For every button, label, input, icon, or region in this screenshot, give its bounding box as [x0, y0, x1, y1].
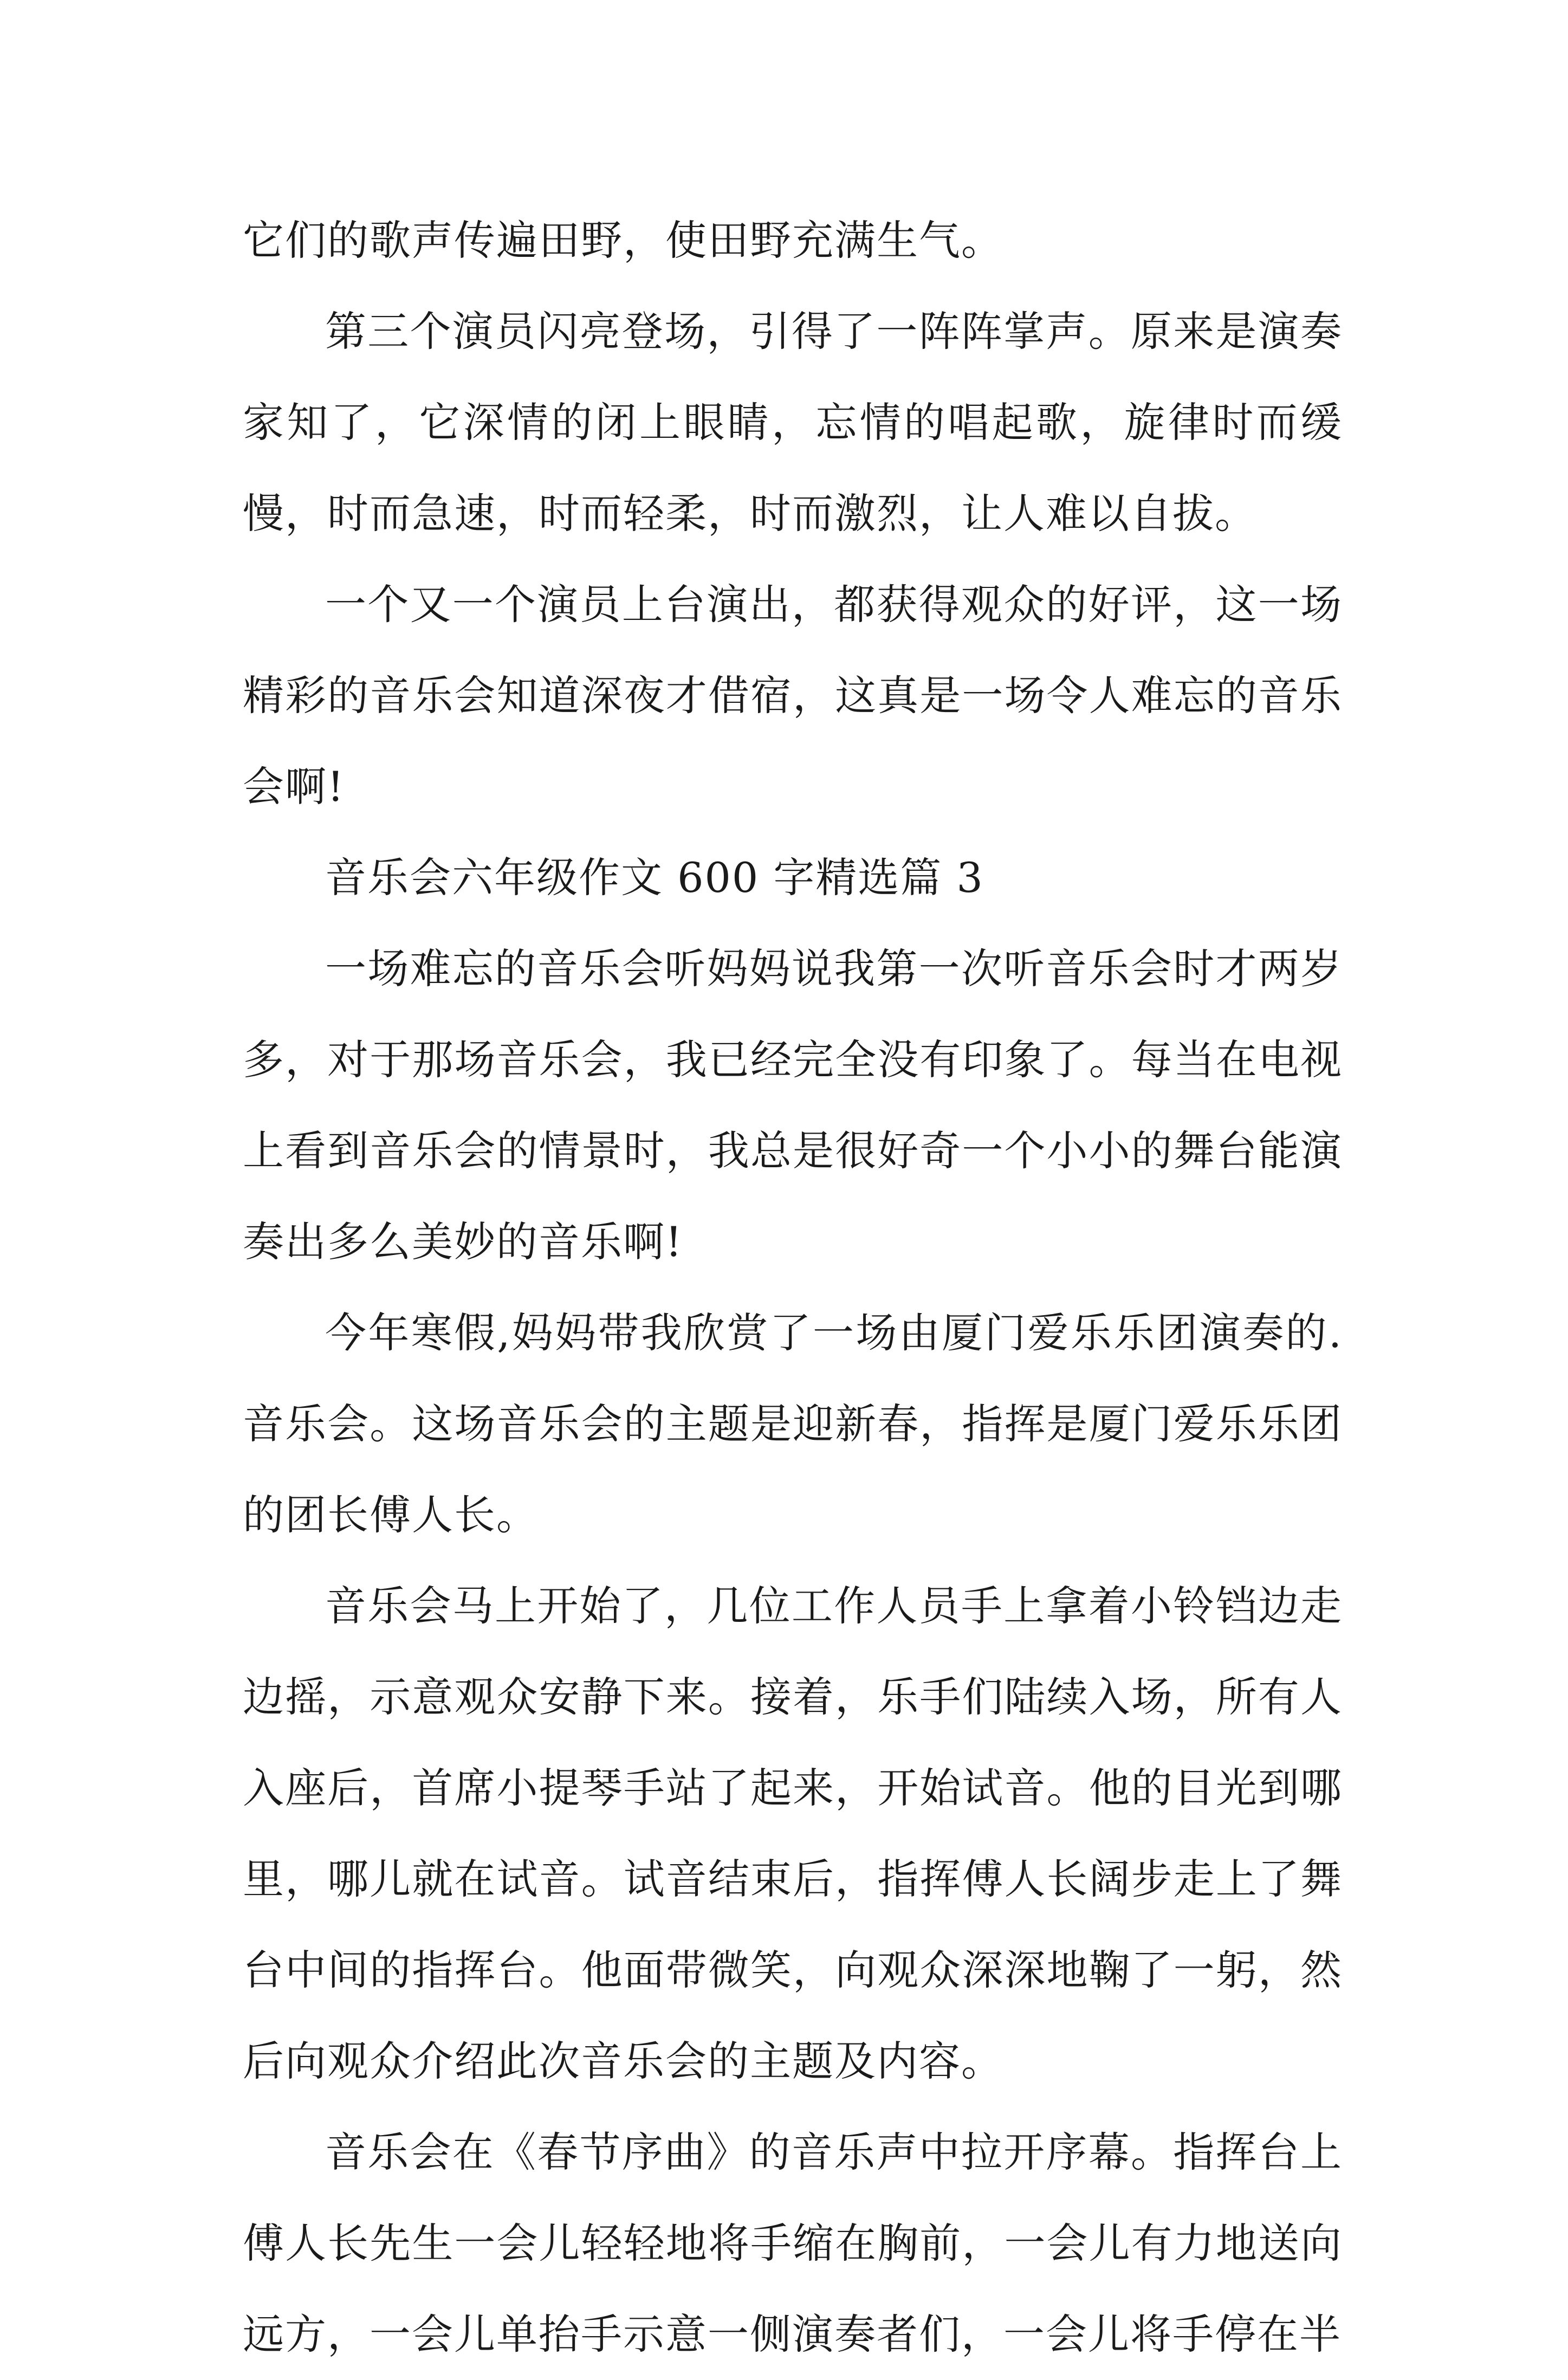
- paragraph-2: 第三个演员闪亮登场，引得了一阵阵掌声。原来是演奏家知了，它深情的闭上眼睛，忘情的唱起歌，旋律时而缓慢，时而急速，时而轻柔，时而激烈，让人难以自拔。: [243, 307, 1343, 538]
- paragraph-3: 一个又一个演员上台演出，都获得观众的好评，这一场精彩的音乐会知道深夜才借宿，这真是一场令人难忘的音乐会啊!: [243, 580, 1343, 811]
- paragraph-5: 今年寒假,妈妈带我欣赏了一场由厦门爱乐乐团演奏的.音乐会。这场音乐会的主题是迎新春，指挥是厦门爱乐乐团的团长傅人长。: [243, 1309, 1343, 1539]
- document-body: [243, 195, 1343, 2380]
- paragraph-7: 音乐会在《春节序曲》的音乐声中拉开序幕。指挥台上傅人长先生一会儿轻轻地将手缩在胸前，一会儿有力地送向远方，一会儿单抬手示意一侧演奏者们，一会儿将手停在半: [243, 2128, 1343, 2358]
- paragraph-4: 一场难忘的音乐会听妈妈说我第一次听音乐会时才两岁多，对于那场音乐会，我已经完全没有印象了。每当在电视上看到音乐会的情景时，我总是很好奇一个小小的舞台能演奏出多么美妙的音乐啊!: [243, 945, 1343, 1266]
- section-heading: 音乐会六年级作文 600 字精选篇 3: [325, 853, 984, 902]
- paragraph-6: 音乐会马上开始了，几位工作人员手上拿着小铃铛边走边摇，示意观众安静下来。接着，乐手们陆续入场，所有人入座后，首席小提琴手站了起来，开始试音。他的目光到哪里，哪儿就在试音。试音结束后，指挥傅人长阔步走上了舞台中间的指挥台。他面带微笑，向观众深深地鞠了一躬，然后向观众介绍此次音乐会的主题及内容。: [243, 1582, 1343, 2085]
- paragraph-1: 它们的歌声传遍田野，使田野充满生气。: [243, 216, 1003, 264]
